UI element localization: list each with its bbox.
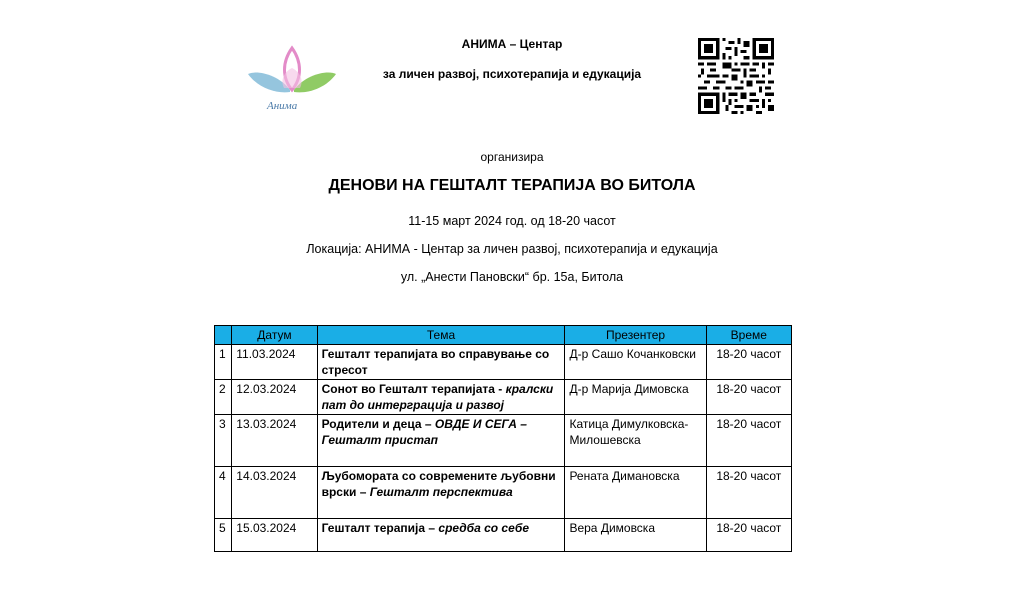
- topic-italic: средба со себе: [438, 521, 530, 535]
- row-time: 18-20 часот: [706, 345, 791, 380]
- table-row: [215, 345, 792, 380]
- table-row: [215, 519, 792, 552]
- event-title: ДЕНОВИ НА ГЕШТАЛТ ТЕРАПИЈА ВО БИТОЛА: [328, 177, 696, 194]
- org-subtitle: за личен развој, психотерапија и едукација: [382, 67, 642, 81]
- row-time: 18-20 часот: [706, 380, 791, 415]
- organizes-text: организира: [480, 150, 544, 164]
- row-date: 13.03.2024: [232, 415, 317, 467]
- header-date: Датум: [232, 326, 317, 345]
- row-topic: [317, 415, 565, 467]
- row-date: 14.03.2024: [232, 467, 317, 519]
- row-date: 11.03.2024: [232, 345, 317, 380]
- logo-text: Анима: [267, 100, 298, 112]
- row-presenter: Катица Димулковска-Милошевска: [565, 415, 706, 467]
- row-time: 18-20 часот: [706, 519, 791, 552]
- topic-italic: кралски пат до интерграција и развој: [321, 382, 554, 412]
- topic-plain: Љубомората со современите љубовни врски –: [321, 469, 556, 499]
- table-header-row: [215, 326, 792, 345]
- qr-code-icon: [698, 38, 774, 114]
- table-row: [215, 467, 792, 519]
- topic-italic: Гешталт перспектива: [369, 485, 513, 499]
- topic-plain: Гешталт терапија –: [321, 521, 439, 535]
- header-presenter: Презентер: [565, 326, 706, 345]
- topic-plain: Сонот во Гешталт терапијата -: [321, 382, 506, 396]
- topic-plain: Родители и деца –: [321, 417, 435, 431]
- table-row: [215, 415, 792, 467]
- row-num: 5: [215, 519, 232, 552]
- schedule-table: [214, 325, 792, 552]
- header-topic: Тема: [317, 326, 565, 345]
- row-presenter: Д-р Сашо Кочанковски: [565, 345, 706, 380]
- row-presenter: Вера Димовска: [565, 519, 706, 552]
- row-time: 18-20 часот: [706, 415, 791, 467]
- row-time: 18-20 часот: [706, 467, 791, 519]
- header-time: Време: [706, 326, 791, 345]
- table-row: [215, 380, 792, 415]
- event-address: ул. „Анести Пановски“ бр. 15а, Битола: [400, 270, 624, 284]
- row-presenter: Рената Димановска: [565, 467, 706, 519]
- row-topic: [317, 467, 565, 519]
- topic-italic: ОВДЕ И СЕГА – Гешталт пристап: [321, 417, 527, 447]
- event-location: Локација: АНИМА - Центар за личен развој, психотерапија и едукација: [306, 242, 718, 256]
- row-presenter: Д-р Марија Димовска: [565, 380, 706, 415]
- row-topic: [317, 380, 565, 415]
- row-topic: [317, 519, 565, 552]
- row-date: 12.03.2024: [232, 380, 317, 415]
- org-name: АНИМА – Центар: [461, 37, 563, 51]
- row-topic: [317, 345, 565, 380]
- row-date: 15.03.2024: [232, 519, 317, 552]
- event-dates: 11-15 март 2024 год. од 18-20 часот: [408, 214, 616, 228]
- row-num: 1: [215, 345, 232, 380]
- row-num: 4: [215, 467, 232, 519]
- row-num: 2: [215, 380, 232, 415]
- topic-plain: Гешталт терапијата во справување со стресот: [321, 347, 550, 377]
- header-num: [215, 326, 232, 345]
- row-num: 3: [215, 415, 232, 467]
